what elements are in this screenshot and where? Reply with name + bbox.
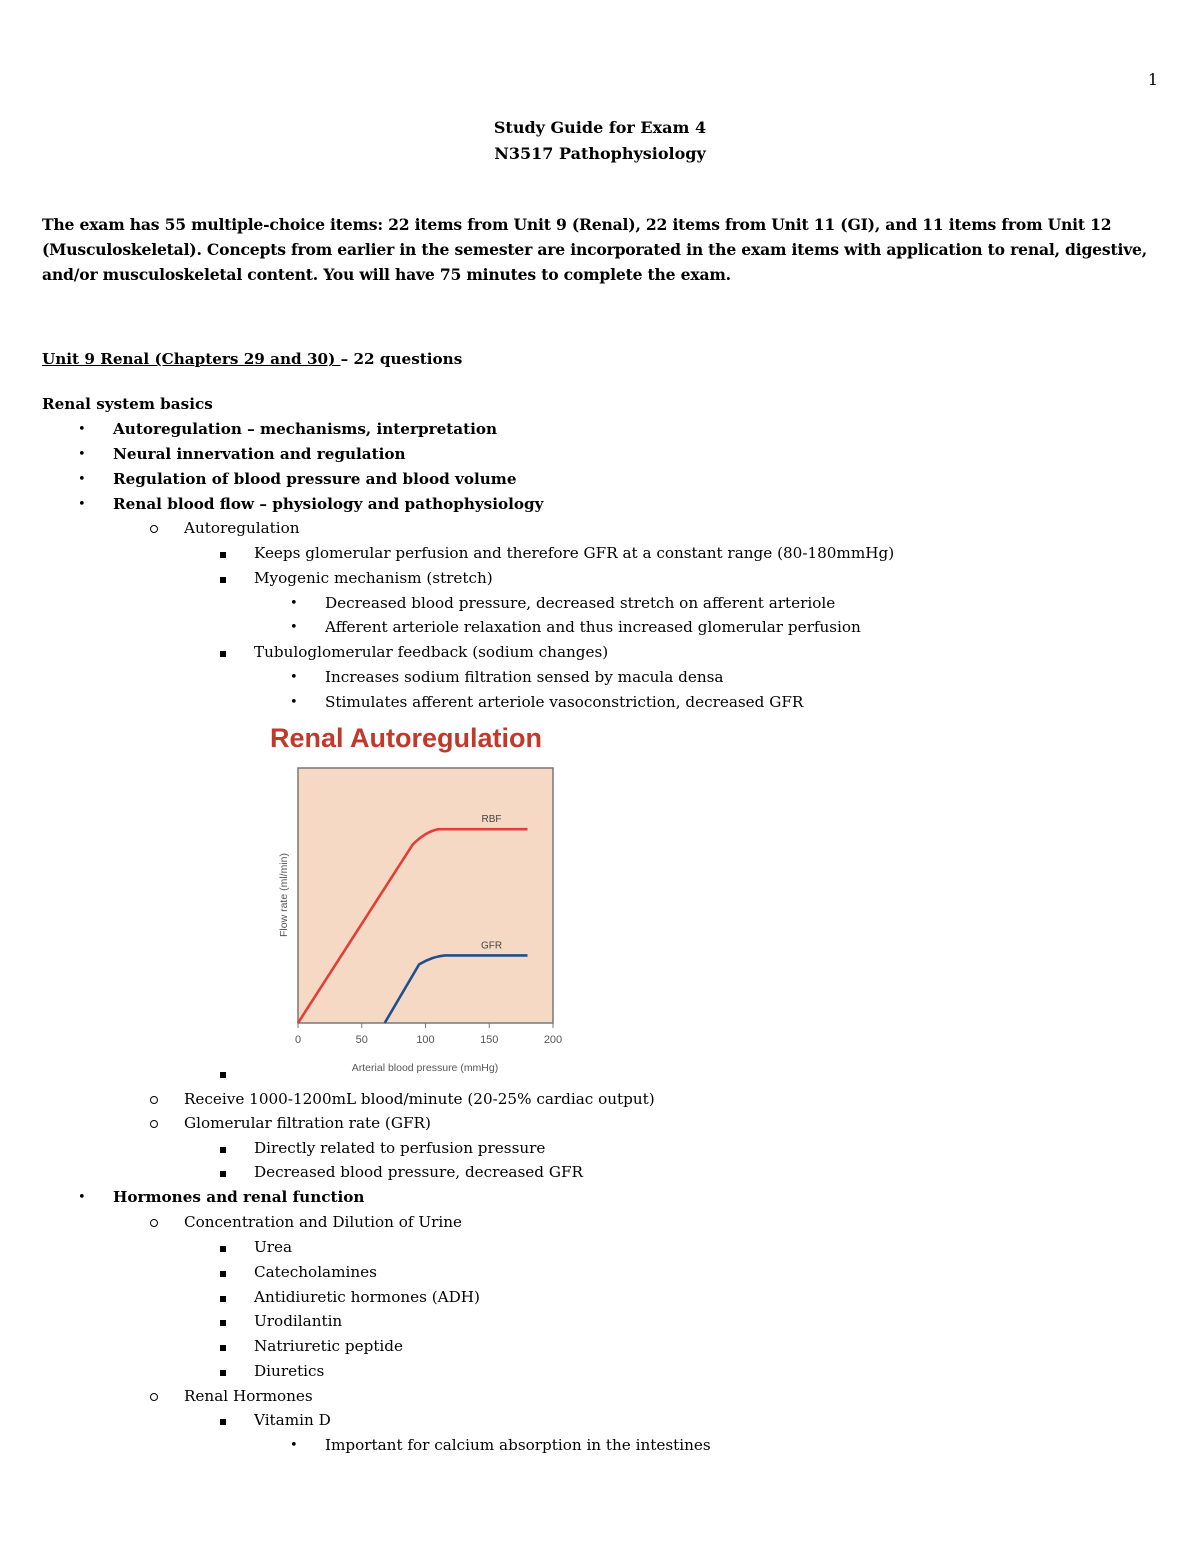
chart-plot-area xyxy=(298,768,553,1023)
unit-heading-count: – 22 questions xyxy=(340,350,463,368)
outline-item: Directly related to perfusion pressure xyxy=(254,1139,546,1157)
series-label-rbf: RBF xyxy=(481,814,502,826)
outline-item: Glomerular filtration rate (GFR) xyxy=(184,1114,431,1132)
square-bullet-marker xyxy=(220,1246,226,1252)
square-bullet-marker xyxy=(220,651,226,657)
outline-item: Urea xyxy=(254,1238,293,1256)
outline-item: Stimulates afferent arteriole vasoconstriction, decreased GFR xyxy=(325,693,804,711)
outline-item: Concentration and Dilution of Urine xyxy=(184,1213,463,1231)
outline-item: Vitamin D xyxy=(254,1411,331,1429)
bullet-marker: • xyxy=(290,695,298,710)
outline-item: Autoregulation – mechanisms, interpretation xyxy=(113,420,498,438)
outline-item: Tubuloglomerular feedback (sodium changes) xyxy=(254,643,609,661)
bullet-marker: • xyxy=(78,497,86,512)
x-tick-label: 150 xyxy=(480,1034,499,1046)
renal-autoregulation-chart xyxy=(252,714,582,1082)
outline-item: Diuretics xyxy=(254,1362,325,1380)
circle-bullet-marker xyxy=(150,1120,158,1128)
unit-heading xyxy=(42,350,462,368)
circle-bullet-marker xyxy=(150,1393,158,1401)
bullet-marker: • xyxy=(290,670,298,685)
page-number: 1 xyxy=(1147,70,1158,89)
outline-item: Hormones and renal function xyxy=(113,1188,365,1206)
square-bullet-marker xyxy=(220,1296,226,1302)
outline-item: Decreased blood pressure, decreased GFR xyxy=(254,1163,583,1181)
outline-item: Afferent arteriole relaxation and thus increased glomerular perfusion xyxy=(325,618,861,636)
outline-item: Renal Hormones xyxy=(184,1387,313,1405)
outline-item: Renal blood flow – physiology and pathophysiology xyxy=(113,495,544,513)
square-bullet-marker xyxy=(220,1171,226,1177)
square-bullet-marker xyxy=(220,1419,226,1425)
bullet-marker: • xyxy=(290,620,298,635)
bullet-marker: • xyxy=(78,472,86,487)
outline-item: Autoregulation xyxy=(184,519,300,537)
unit-heading-title: Unit 9 Renal (Chapters 29 and 30) xyxy=(42,350,341,368)
outline-item: Neural innervation and regulation xyxy=(113,445,406,463)
outline-item: Urodilantin xyxy=(254,1312,343,1330)
outline-item: Catecholamines xyxy=(254,1263,377,1281)
x-tick-label: 200 xyxy=(543,1034,563,1046)
bullet-marker: • xyxy=(290,1438,298,1453)
chart-y-axis-label: Flow rate (ml/min) xyxy=(278,852,290,938)
circle-bullet-marker xyxy=(150,1096,158,1104)
x-tick-label: 0 xyxy=(294,1034,302,1046)
outline-item: Decreased blood pressure, decreased stretch on afferent arteriole xyxy=(325,594,836,612)
outline-item: Receive 1000-1200mL blood/minute (20-25% cardiac output) xyxy=(184,1090,655,1108)
document-title: Study Guide for Exam 4 xyxy=(493,118,707,137)
square-bullet-marker xyxy=(220,1370,226,1376)
chart-title: Renal Autoregulation xyxy=(270,723,543,753)
outline-item: Important for calcium absorption in the intestines xyxy=(325,1436,711,1454)
bullet-marker: • xyxy=(78,447,86,462)
square-bullet-marker xyxy=(220,1072,226,1078)
circle-bullet-marker xyxy=(150,525,158,533)
bullet-marker: • xyxy=(78,1190,86,1205)
square-bullet-marker xyxy=(220,1320,226,1326)
outline-item: Myogenic mechanism (stretch) xyxy=(254,569,493,587)
outline-item: Antidiuretic hormones (ADH) xyxy=(254,1288,480,1306)
square-bullet-marker xyxy=(220,1147,226,1153)
outline-item: Increases sodium filtration sensed by macula densa xyxy=(325,668,724,686)
bullet-marker: • xyxy=(78,422,86,437)
x-tick-label: 100 xyxy=(416,1034,435,1046)
exam-intro-paragraph: The exam has 55 multiple-choice items: 22 items from Unit 9 (Renal), 22 items from Unit 11 (GI), and 11 items from Unit 12 (Musculoskeletal). Concepts from earlier in the semester are incorporated in the exam items with application to renal, digestive, and/or musculoskeletal content. You will have 75 minutes to complete the exam. xyxy=(42,215,1148,284)
chart-x-ticks xyxy=(295,1023,562,1046)
outline-item: Natriuretic peptide xyxy=(254,1337,403,1355)
x-tick-label: 50 xyxy=(355,1034,368,1046)
square-bullet-marker xyxy=(220,1345,226,1351)
chart-x-axis-label: Arterial blood pressure (mmHg) xyxy=(351,1062,499,1074)
course-title: N3517 Pathophysiology xyxy=(494,144,706,163)
bullet-marker: • xyxy=(290,596,298,611)
circle-bullet-marker xyxy=(150,1219,158,1227)
outline-item: Keeps glomerular perfusion and therefore GFR at a constant range (80-180mmHg) xyxy=(254,544,895,562)
outline-item: Regulation of blood pressure and blood volume xyxy=(113,470,517,488)
square-bullet-marker xyxy=(220,552,226,558)
series-label-gfr: GFR xyxy=(480,940,503,952)
section-heading: Renal system basics xyxy=(42,395,213,413)
square-bullet-marker xyxy=(220,577,226,583)
square-bullet-marker xyxy=(220,1271,226,1277)
